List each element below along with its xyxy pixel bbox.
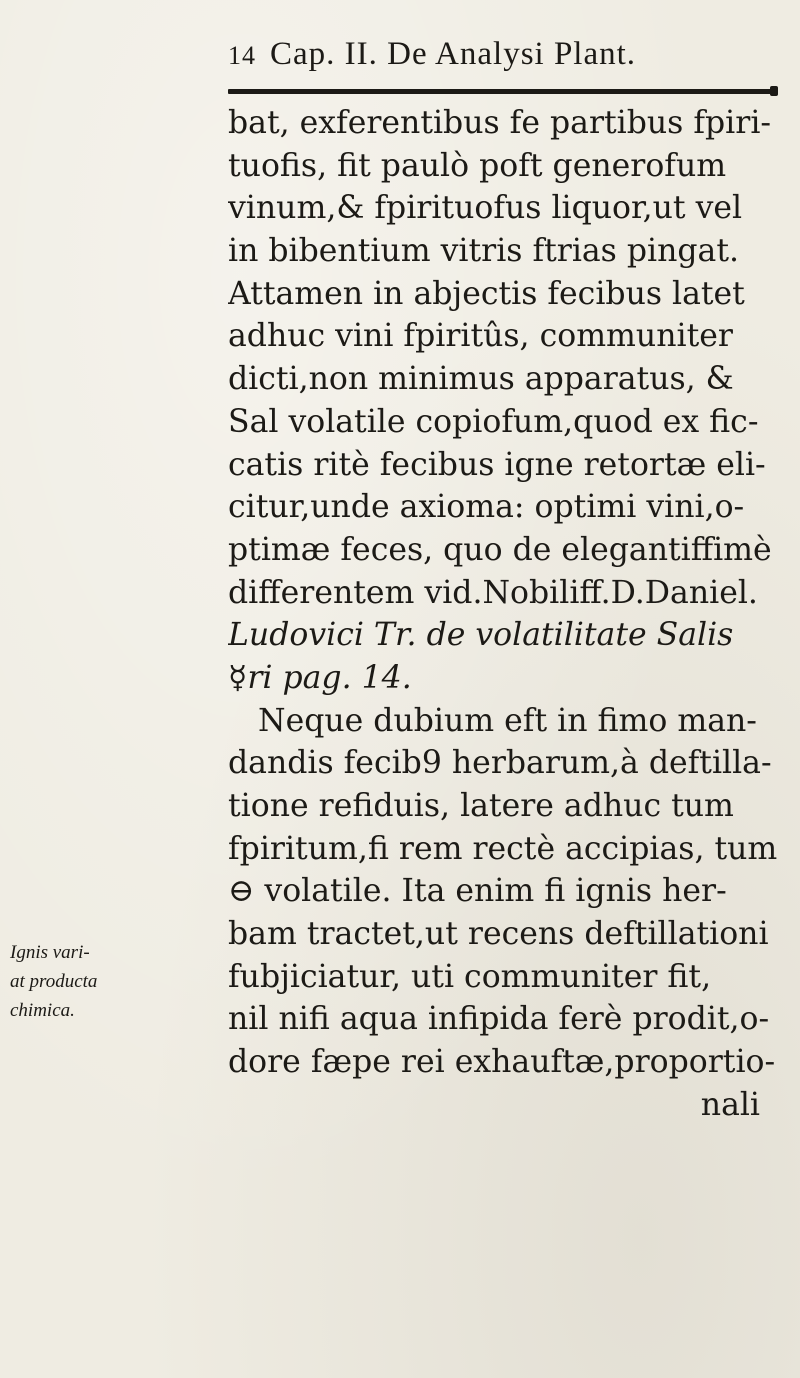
margin-note-line: Ignis vari- [10, 942, 90, 963]
page-header [228, 36, 788, 84]
text-line: catis ritè fecibus igne retortæ eli- [228, 446, 766, 483]
italic-text: ☿ri pag. 14. [228, 659, 412, 696]
margin-note-line: at producta [10, 971, 98, 992]
text-line: citur,unde axioma: optimi vini,o- [228, 489, 745, 526]
margin-note [10, 938, 220, 1025]
body-text [228, 102, 788, 1127]
text-line: nil nifi aqua infipida ferè prodit,o- [228, 1001, 770, 1038]
text-line: tuofis, fit paulò poft generofum [228, 147, 727, 184]
running-title: Cap. II. De Analysi Plant. [270, 36, 637, 72]
header-rule [228, 89, 776, 94]
text-line: dandis fecib9 herbarum,à deftilla- [228, 745, 772, 782]
text-line: ⊖ volatile. Ita enim fi ignis her- [228, 873, 727, 910]
margin-note-line: chimica. [10, 1000, 75, 1021]
text-line: bat, exferentibus fe partibus fpiri- [228, 105, 772, 141]
text-line: fubjiciatur, uti communiter fit, [228, 958, 712, 995]
italic-text: Ludovici Tr. de volatilitate Salis [228, 617, 734, 654]
text-line [228, 614, 788, 657]
text-line: bam tractet,ut recens deftillationi [228, 916, 769, 953]
text-line: Attamen in abjectis fecibus latet [228, 275, 745, 312]
text-line: Neque dubium eft in fimo man- [258, 702, 757, 739]
text-line: ptimæ feces, quo de elegantiffimè [228, 531, 772, 568]
text-line: dore fæpe rei exhauftæ,proportio- [228, 1044, 776, 1081]
catchword: nali [700, 1086, 760, 1123]
text-line: dicti,non minimus apparatus, & [228, 361, 734, 398]
text-line: vinum,& fpirituofus liquor,ut vel [228, 190, 743, 227]
text-line: in bibentium vitris ftrias pingat. [228, 233, 739, 270]
text-line [228, 657, 788, 700]
text-line: fpiritum,fi rem rectè accipias, tum [228, 830, 778, 867]
text-line: tione refiduis, latere adhuc tum [228, 788, 734, 824]
text-line: differentem vid.Nobiliff.D.Daniel. [228, 574, 758, 611]
page-number: 14 [228, 41, 256, 70]
text-line: Sal volatile copiofum,quod ex fic- [228, 403, 759, 440]
text-line: adhuc vini fpiritûs, communiter [228, 318, 733, 355]
